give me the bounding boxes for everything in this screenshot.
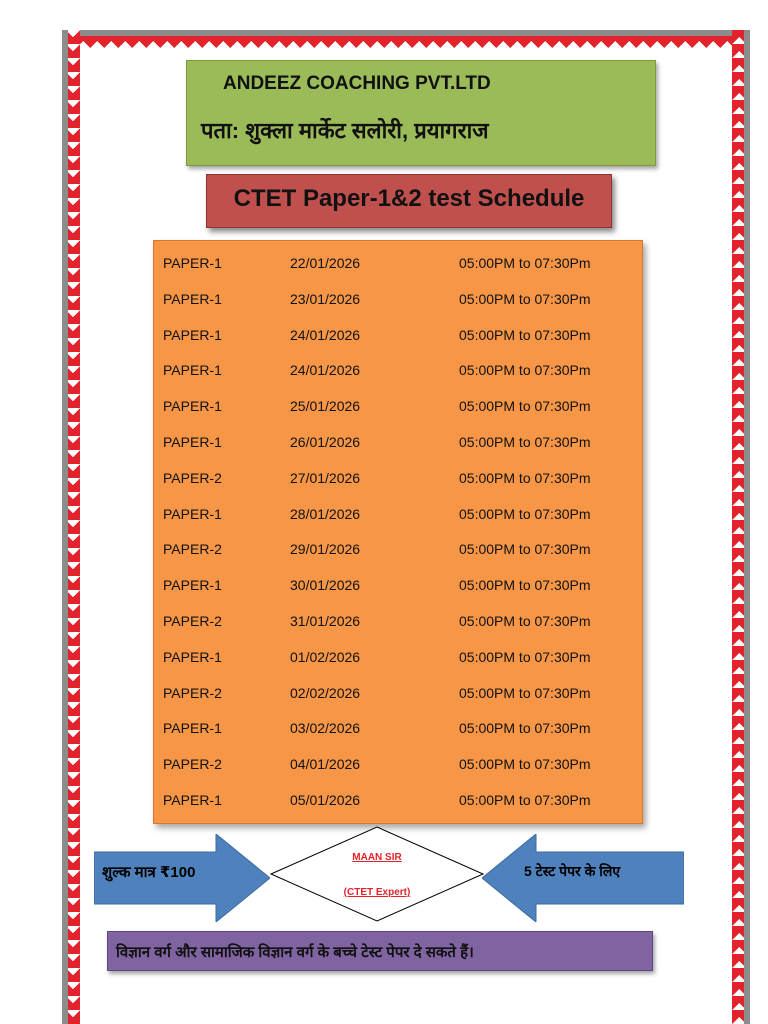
time-cell: 05:00PM to 07:30Pm — [459, 469, 591, 486]
schedule-row — [154, 245, 642, 281]
schedule-row — [154, 782, 642, 818]
time-cell: 05:00PM to 07:30Pm — [459, 684, 591, 701]
time-cell: 05:00PM to 07:30Pm — [459, 720, 591, 737]
paper-cell: PAPER-2 — [163, 613, 222, 629]
eligibility-banner — [107, 931, 653, 971]
eligibility-note: विज्ञान वर्ग और सामाजिक विज्ञान वर्ग के बच्चे टेस्ट पेपर दे सकते हैं। — [116, 944, 474, 961]
fee-label: शुल्क मात्र ₹100 — [102, 864, 196, 881]
paper-cell: PAPER-1 — [163, 326, 222, 343]
schedule-row — [154, 388, 642, 424]
date-cell: 26/01/2026 — [290, 434, 361, 450]
decorative-border-left — [62, 30, 80, 1024]
paper-cell: PAPER-1 — [163, 398, 222, 415]
date-cell: 03/02/2026 — [290, 720, 361, 737]
schedule-row — [154, 496, 642, 532]
company-address: पता: शुक्ला मार्केट सलोरी, प्रयागराज — [201, 118, 489, 143]
schedule-row — [154, 317, 642, 353]
date-cell: 29/01/2026 — [290, 541, 361, 558]
paper-cell: PAPER-2 — [163, 684, 222, 701]
paper-cell: PAPER-1 — [163, 720, 222, 737]
schedule-table — [153, 240, 643, 824]
date-cell: 01/02/2026 — [290, 648, 361, 665]
paper-cell: PAPER-1 — [163, 505, 222, 522]
time-cell: 05:00PM to 07:30Pm — [459, 326, 591, 343]
teacher-title: (CTET Expert) — [343, 887, 411, 898]
teacher-diamond-shape — [270, 826, 484, 922]
date-cell: 02/02/2026 — [290, 684, 361, 701]
date-cell: 04/01/2026 — [290, 756, 361, 773]
schedule-row — [154, 675, 642, 711]
paper-cell: PAPER-2 — [163, 541, 222, 558]
paper-cell: PAPER-1 — [163, 577, 222, 594]
date-cell: 31/01/2026 — [290, 613, 361, 629]
time-cell: 05:00PM to 07:30Pm — [459, 362, 591, 379]
time-cell: 05:00PM to 07:30Pm — [459, 577, 591, 594]
schedule-row — [154, 567, 642, 603]
paper-cell: PAPER-1 — [163, 362, 222, 379]
schedule-row — [154, 352, 642, 388]
date-cell: 30/01/2026 — [290, 577, 361, 594]
paper-cell: PAPER-1 — [163, 255, 222, 271]
paper-cell: PAPER-1 — [163, 434, 222, 450]
time-cell: 05:00PM to 07:30Pm — [459, 756, 591, 773]
paper-cell: PAPER-2 — [163, 469, 222, 486]
date-cell: 27/01/2026 — [290, 469, 361, 486]
decorative-border-top — [62, 30, 750, 48]
date-cell: 28/01/2026 — [290, 505, 361, 522]
header-banner — [186, 60, 656, 166]
time-cell: 05:00PM to 07:30Pm — [459, 648, 591, 665]
paper-cell: PAPER-1 — [163, 792, 222, 808]
date-cell: 24/01/2026 — [290, 362, 361, 379]
schedule-title-banner — [206, 174, 612, 228]
teacher-name: MAAN SIR — [352, 852, 402, 863]
paper-cell: PAPER-1 — [163, 648, 222, 665]
schedule-row — [154, 710, 642, 746]
time-cell: 05:00PM to 07:30Pm — [459, 505, 591, 522]
schedule-row — [154, 603, 642, 639]
time-cell: 05:00PM to 07:30Pm — [459, 398, 591, 415]
time-cell: 05:00PM to 07:30Pm — [459, 434, 591, 450]
schedule-row — [154, 531, 642, 567]
time-cell: 05:00PM to 07:30Pm — [459, 541, 591, 558]
papers-count-label: 5 टेस्ट पेपर के लिए — [524, 863, 621, 879]
company-name: ANDEEZ COACHING PVT.LTD — [223, 73, 491, 94]
time-cell: 05:00PM to 07:30Pm — [459, 290, 591, 307]
date-cell: 22/01/2026 — [290, 255, 361, 271]
paper-cell: PAPER-2 — [163, 756, 222, 773]
schedule-row — [154, 281, 642, 317]
time-cell: 05:00PM to 07:30Pm — [459, 255, 591, 271]
schedule-row — [154, 424, 642, 460]
schedule-row — [154, 639, 642, 675]
schedule-title: CTET Paper-1&2 test Schedule — [233, 185, 585, 212]
time-cell: 05:00PM to 07:30Pm — [459, 792, 591, 808]
schedule-row — [154, 746, 642, 782]
date-cell: 25/01/2026 — [290, 398, 361, 415]
date-cell: 23/01/2026 — [290, 290, 361, 307]
time-cell: 05:00PM to 07:30Pm — [459, 613, 591, 629]
schedule-row — [154, 460, 642, 496]
decorative-border-right — [732, 30, 750, 1024]
paper-cell: PAPER-1 — [163, 290, 222, 307]
date-cell: 24/01/2026 — [290, 326, 361, 343]
date-cell: 05/01/2026 — [290, 792, 361, 808]
